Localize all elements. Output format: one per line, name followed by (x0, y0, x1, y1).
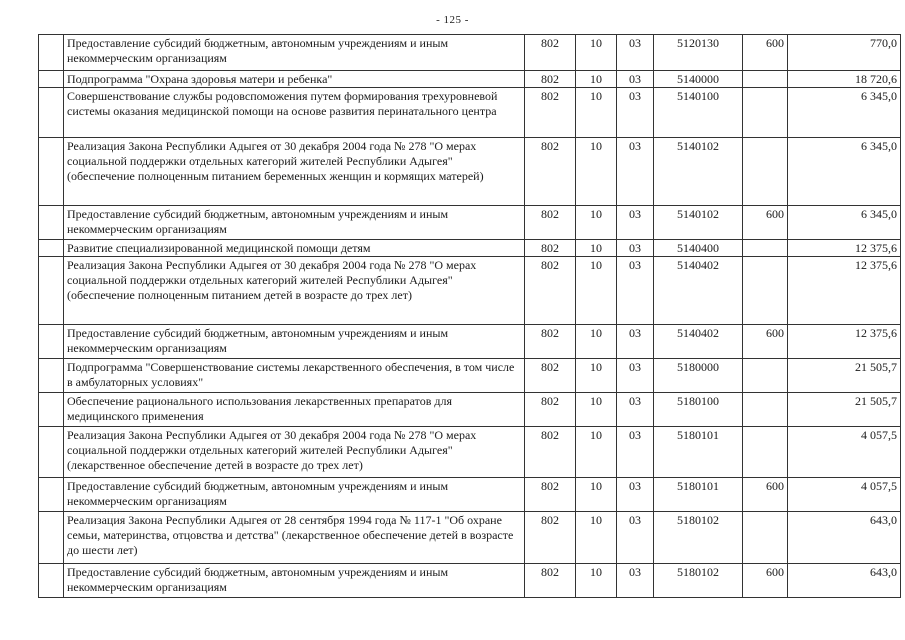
row-target-code: 5140402 (654, 325, 743, 359)
row-target-code: 5140400 (654, 240, 743, 257)
row-index-cell (39, 257, 64, 325)
page-number: - 125 - (436, 14, 469, 26)
row-name: Реализация Закона Республики Адыгея от 30 декабря 2004 года № 278 "О мерах социальной поддержки отдельных категорий жителей Республики Адыгея" (обеспечение полноценным питанием детей в возрасте до трех лет) (64, 257, 525, 325)
row-section-code: 10 (576, 257, 617, 325)
row-name: Предоставление субсидий бюджетным, автономным учреждениям и иным некоммерческим организациям (64, 478, 525, 512)
row-subsection-code: 03 (617, 257, 654, 325)
row-expense-type-code (743, 240, 788, 257)
row-ministry-code: 802 (525, 478, 576, 512)
row-name: Подпрограмма "Совершенствование системы лекарственного обеспечения, в том числе в амбулаторных условиях" (64, 359, 525, 393)
row-amount: 21 505,7 (788, 359, 901, 393)
row-subsection-code: 03 (617, 35, 654, 71)
row-subsection-code: 03 (617, 564, 654, 598)
table-row (39, 325, 901, 359)
row-ministry-code: 802 (525, 35, 576, 71)
row-index-cell (39, 478, 64, 512)
row-target-code: 5140102 (654, 138, 743, 206)
row-name: Предоставление субсидий бюджетным, автономным учреждениям и иным некоммерческим организациям (64, 206, 525, 240)
row-amount: 6 345,0 (788, 138, 901, 206)
row-amount: 643,0 (788, 512, 901, 564)
row-index-cell (39, 71, 64, 88)
row-ministry-code: 802 (525, 512, 576, 564)
row-amount: 6 345,0 (788, 88, 901, 138)
row-ministry-code: 802 (525, 257, 576, 325)
row-name: Предоставление субсидий бюджетным, автономным учреждениям и иным некоммерческим организациям (64, 325, 525, 359)
row-target-code: 5180102 (654, 564, 743, 598)
row-ministry-code: 802 (525, 138, 576, 206)
row-name: Реализация Закона Республики Адыгея от 28 сентября 1994 года № 117-1 "Об охране семьи, материнства, отцовства и детства" (лекарственное обеспечение детей в возрасте до шести лет) (64, 512, 525, 564)
row-expense-type-code (743, 257, 788, 325)
row-subsection-code: 03 (617, 325, 654, 359)
row-name: Развитие специализированной медицинской помощи детям (64, 240, 525, 257)
row-ministry-code: 802 (525, 564, 576, 598)
row-expense-type-code: 600 (743, 325, 788, 359)
row-name: Реализация Закона Республики Адыгея от 30 декабря 2004 года № 278 "О мерах социальной поддержки отдельных категорий жителей Республики Адыгея" (лекарственное обеспечение детей в возрасте до трех лет) (64, 427, 525, 478)
row-ministry-code: 802 (525, 240, 576, 257)
row-index-cell (39, 325, 64, 359)
row-index-cell (39, 35, 64, 71)
budget-table (38, 34, 901, 598)
row-target-code: 5140100 (654, 88, 743, 138)
row-index-cell (39, 138, 64, 206)
row-subsection-code: 03 (617, 427, 654, 478)
row-target-code: 5180100 (654, 393, 743, 427)
row-expense-type-code (743, 393, 788, 427)
row-target-code: 5120130 (654, 35, 743, 71)
row-subsection-code: 03 (617, 512, 654, 564)
row-name: Обеспечение рационального использования лекарственных препаратов для медицинского применения (64, 393, 525, 427)
row-section-code: 10 (576, 240, 617, 257)
table-row (39, 478, 901, 512)
row-index-cell (39, 512, 64, 564)
row-index-cell (39, 240, 64, 257)
row-subsection-code: 03 (617, 393, 654, 427)
row-ministry-code: 802 (525, 325, 576, 359)
row-amount: 18 720,6 (788, 71, 901, 88)
row-subsection-code: 03 (617, 88, 654, 138)
row-section-code: 10 (576, 35, 617, 71)
row-ministry-code: 802 (525, 206, 576, 240)
row-subsection-code: 03 (617, 138, 654, 206)
row-section-code: 10 (576, 88, 617, 138)
table-row (39, 427, 901, 478)
table-row (39, 35, 901, 71)
row-ministry-code: 802 (525, 88, 576, 138)
row-ministry-code: 802 (525, 393, 576, 427)
row-name: Реализация Закона Республики Адыгея от 30 декабря 2004 года № 278 "О мерах социальной поддержки отдельных категорий жителей Республики Адыгея" (обеспечение полноценным питанием беременных женщин и кормящих матерей) (64, 138, 525, 206)
row-index-cell (39, 206, 64, 240)
row-target-code: 5180101 (654, 478, 743, 512)
row-target-code: 5140102 (654, 206, 743, 240)
row-index-cell (39, 427, 64, 478)
row-index-cell (39, 393, 64, 427)
row-section-code: 10 (576, 206, 617, 240)
row-section-code: 10 (576, 138, 617, 206)
row-target-code: 5180101 (654, 427, 743, 478)
row-amount: 4 057,5 (788, 427, 901, 478)
row-amount: 643,0 (788, 564, 901, 598)
row-subsection-code: 03 (617, 478, 654, 512)
row-amount: 6 345,0 (788, 206, 901, 240)
row-target-code: 5180000 (654, 359, 743, 393)
row-expense-type-code (743, 512, 788, 564)
row-expense-type-code: 600 (743, 478, 788, 512)
row-subsection-code: 03 (617, 71, 654, 88)
row-expense-type-code: 600 (743, 564, 788, 598)
table-row (39, 359, 901, 393)
row-name: Совершенствование службы родовспоможения путем формирования трехуровневой системы оказания медицинской помощи на основе развития перинатального центра (64, 88, 525, 138)
row-section-code: 10 (576, 478, 617, 512)
row-expense-type-code (743, 71, 788, 88)
row-amount: 770,0 (788, 35, 901, 71)
row-section-code: 10 (576, 564, 617, 598)
row-expense-type-code (743, 88, 788, 138)
table-row (39, 206, 901, 240)
row-section-code: 10 (576, 325, 617, 359)
row-subsection-code: 03 (617, 240, 654, 257)
table-row (39, 71, 901, 88)
row-ministry-code: 802 (525, 359, 576, 393)
row-amount: 12 375,6 (788, 257, 901, 325)
row-amount: 12 375,6 (788, 240, 901, 257)
row-name: Предоставление субсидий бюджетным, автономным учреждениям и иным некоммерческим организациям (64, 35, 525, 71)
row-section-code: 10 (576, 71, 617, 88)
row-name: Предоставление субсидий бюджетным, автономным учреждениям и иным некоммерческим организациям (64, 564, 525, 598)
row-amount: 12 375,6 (788, 325, 901, 359)
row-section-code: 10 (576, 512, 617, 564)
table-row (39, 512, 901, 564)
row-section-code: 10 (576, 359, 617, 393)
row-amount: 4 057,5 (788, 478, 901, 512)
row-expense-type-code: 600 (743, 206, 788, 240)
row-expense-type-code (743, 427, 788, 478)
row-ministry-code: 802 (525, 71, 576, 88)
table-row (39, 88, 901, 138)
table-row (39, 240, 901, 257)
row-amount: 21 505,7 (788, 393, 901, 427)
row-index-cell (39, 88, 64, 138)
row-target-code: 5140402 (654, 257, 743, 325)
table-row (39, 564, 901, 598)
table-row (39, 257, 901, 325)
row-subsection-code: 03 (617, 206, 654, 240)
row-index-cell (39, 564, 64, 598)
row-expense-type-code (743, 138, 788, 206)
row-target-code: 5180102 (654, 512, 743, 564)
row-ministry-code: 802 (525, 427, 576, 478)
row-target-code: 5140000 (654, 71, 743, 88)
row-section-code: 10 (576, 427, 617, 478)
row-expense-type-code: 600 (743, 35, 788, 71)
table-row (39, 393, 901, 427)
row-name: Подпрограмма "Охрана здоровья матери и ребенка" (64, 71, 525, 88)
row-expense-type-code (743, 359, 788, 393)
table-row (39, 138, 901, 206)
row-subsection-code: 03 (617, 359, 654, 393)
row-index-cell (39, 359, 64, 393)
row-section-code: 10 (576, 393, 617, 427)
